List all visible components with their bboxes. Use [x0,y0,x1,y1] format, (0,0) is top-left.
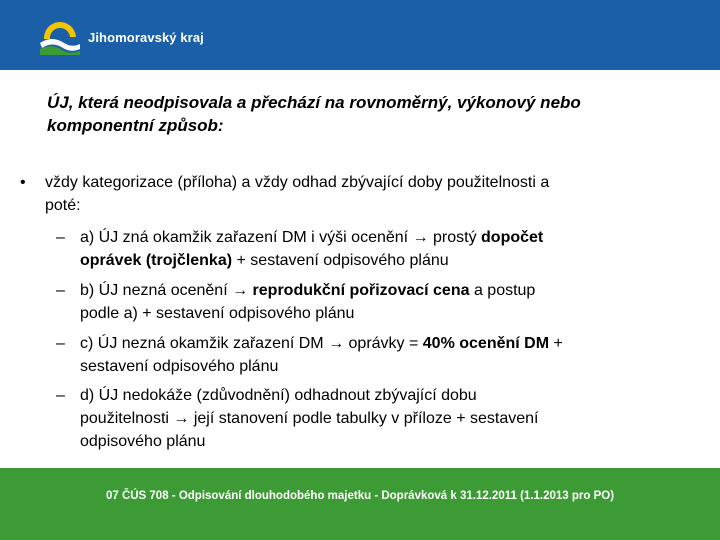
title-line-1: ÚJ, která neodpisovala a přechází na rovnoměrný, výkonový nebo [47,93,581,112]
item-a-text: a) ÚJ zná okamžik zařazení DM i výši ocenění → prostý [80,229,482,246]
title-line-2: komponentní způsob: [47,116,224,135]
item-c-text-post: + [549,335,563,352]
region-logo-icon [38,13,82,55]
item-d-text-2: použitelnosti → její stanovení podle tabulky v příloze + sestavení [80,410,539,427]
footer-text: 07 ČÚS 708 - Odpisování dlouhodobého majetku - Doprávková k 31.12.2011 (1.1.2013 pro PO) [105,490,615,502]
bullet-line-2: poté: [45,197,81,214]
item-a-bold: dopočet [481,229,544,246]
item-c-text: c) ÚJ nezná okamžik zařazení DM → oprávky = [80,335,423,352]
item-a-text-2: + sestavení odpisového plánu [232,252,449,269]
slide-title [47,91,687,137]
dash-marker: – [56,229,65,246]
item-d-text-3: odpisového plánu [80,433,206,450]
brand-name: Jihomoravský kraj [88,30,204,45]
item-b-bold: reprodukční pořizovací cena [252,282,470,299]
item-b-text-post: a postup [469,282,536,299]
header-bar [0,0,720,70]
item-b-text-2: podle a) + sestavení odpisového plánu [80,305,355,322]
main-bullet-text [45,171,685,217]
bullet-marker: • [20,174,26,191]
dash-marker: – [56,282,65,299]
item-a-bold-2: oprávek (trojčlenka) [80,252,233,269]
bullet-line-1: vždy kategorizace (příloha) a vždy odhad zbývající doby použitelnosti a [45,174,550,191]
item-b-text: b) ÚJ nezná ocenění → [80,282,253,299]
item-c-bold: 40% ocenění DM [422,335,550,352]
dash-marker: – [56,335,65,352]
footer-bar [0,468,720,540]
item-d-text-1: d) ÚJ nedokáže (zdůvodnění) odhadnout zbývající dobu [80,387,477,404]
dash-marker: – [56,387,65,404]
item-c-text-2: sestavení odpisového plánu [80,358,279,375]
